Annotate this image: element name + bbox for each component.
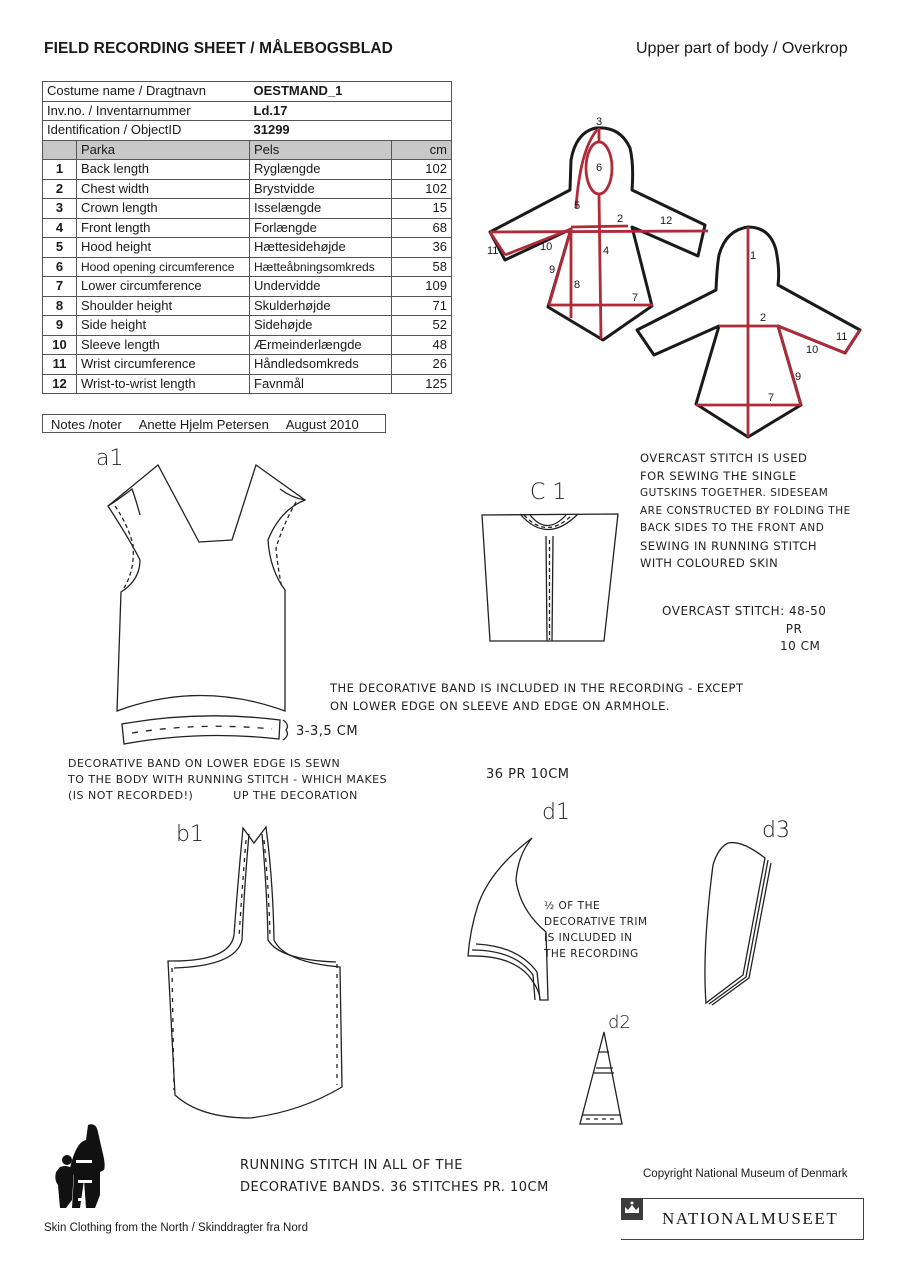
crown-icon: [621, 1198, 643, 1220]
back-label-11: 11: [836, 331, 848, 343]
row-name-da: Håndledsomkreds: [250, 355, 392, 375]
row-name-en: Front length: [77, 218, 250, 238]
row-name-da: Sidehøjde: [250, 316, 392, 336]
band-width: 3-3,5 CM: [296, 724, 359, 739]
wrist-to-wrist-line: [490, 231, 708, 232]
row-name-da: Isselængde: [250, 199, 392, 219]
front-label-3: 3: [596, 116, 603, 128]
row-name-en: Wrist circumference: [77, 355, 250, 375]
page-title: FIELD RECORDING SHEET / MÅLEBOGSBLAD: [44, 40, 393, 57]
chest-line: [571, 226, 628, 227]
piece-label-d2: d2: [608, 1012, 631, 1033]
inventory-label: Inv.no. / Inventarnummer: [43, 101, 250, 121]
front-parka-outline: [490, 128, 705, 340]
object-id-value: 31299: [250, 121, 452, 141]
row-number: 1: [43, 160, 77, 180]
front-label-5: 5: [574, 200, 581, 212]
row-name-da: Favnmål: [250, 374, 392, 394]
piece-a1-sketch: [108, 465, 305, 744]
piece-label-b1: b1: [176, 822, 204, 847]
row-name-en: Back length: [77, 160, 250, 180]
row-name-en: Lower circumference: [77, 277, 250, 297]
row-value-cm: 102: [392, 179, 452, 199]
row-value-cm: 26: [392, 355, 452, 375]
header-cm: cm: [392, 140, 452, 160]
row-number: 6: [43, 257, 77, 277]
front-label-11: 11: [487, 245, 499, 257]
piece-d3-sketch: [705, 843, 771, 1005]
row-name-en: Shoulder height: [77, 296, 250, 316]
front-label-10: 10: [540, 241, 553, 253]
trim-note: ½ OF THE DECORATIVE TRIM IS INCLUDED IN THE RECORDING: [544, 900, 648, 960]
header-parka: Parka: [77, 140, 250, 160]
row-name-da: Ærmeinderlængde: [250, 335, 392, 355]
piece-d2-sketch: [580, 1032, 622, 1124]
piece-b1-sketch: [168, 827, 342, 1118]
row-value-cm: 58: [392, 257, 452, 277]
row-value-cm: 68: [392, 218, 452, 238]
row-number: 12: [43, 374, 77, 394]
front-label-4: 4: [603, 245, 610, 257]
row-number: 7: [43, 277, 77, 297]
row-number: 9: [43, 316, 77, 336]
header-pels: Pels: [250, 140, 392, 160]
back-side-line: [778, 326, 801, 405]
costume-name-label: Costume name / Dragtnavn: [43, 82, 250, 102]
row-name-da: Ryglængde: [250, 160, 392, 180]
piece-label-a1: a1: [96, 446, 124, 471]
row-name-da: Undervidde: [250, 277, 392, 297]
piece-label-d3: d3: [762, 818, 790, 843]
running-stitch-note: RUNNING STITCH IN ALL OF THE DECORATIVE BANDS. 36 STITCHES PR. 10CM: [240, 1158, 549, 1195]
back-label-10: 10: [806, 344, 819, 356]
row-value-cm: 48: [392, 335, 452, 355]
page-subtitle: Upper part of body / Overkrop: [636, 40, 848, 57]
row-name-en: Crown length: [77, 199, 250, 219]
piece-d1-sketch: [468, 838, 548, 1000]
row-value-cm: 102: [392, 160, 452, 180]
back-label-1: 1: [750, 250, 757, 262]
piece-label-c1: C 1: [530, 480, 567, 505]
row-value-cm: 52: [392, 316, 452, 336]
row-name-da: Brystvidde: [250, 179, 392, 199]
band-piece: [122, 716, 280, 744]
row-name-da: Forlængde: [250, 218, 392, 238]
row-number: 4: [43, 218, 77, 238]
skin-clothing-figures-logo: [55, 1124, 104, 1208]
row-number: 2: [43, 179, 77, 199]
overcast-note: OVERCAST STITCH IS USED FOR SEWING THE SINGLE GUTSKINS TOGETHER. SIDESEAM ARE CONSTRUCTED BY FOLDING THE BACK SIDES TO THE FRONT AND SEWING IN RUNNING STITCH WITH COLOURED SKIN: [640, 451, 851, 570]
row-number: 11: [43, 355, 77, 375]
row-value-cm: 125: [392, 374, 452, 394]
notes-label: Notes /noter: [51, 417, 122, 432]
front-label-12: 12: [660, 215, 673, 227]
front-length-line: [599, 194, 601, 339]
lower-band-count: 36 PR 10CM: [486, 767, 570, 782]
row-value-cm: 109: [392, 277, 452, 297]
row-name-en: Hood height: [77, 238, 250, 258]
piece-c1-sketch: [482, 514, 618, 641]
overcast-count: OVERCAST STITCH: 48-50 PR 10 CM: [662, 604, 827, 653]
front-label-2: 2: [617, 213, 624, 225]
back-label-2: 2: [760, 312, 767, 324]
row-name-en: Sleeve length: [77, 335, 250, 355]
piece-label-d1: d1: [542, 800, 570, 825]
front-label-6: 6: [596, 162, 603, 174]
row-name-en: Side height: [77, 316, 250, 336]
project-footer: Skin Clothing from the North / Skinddragter fra Nord: [44, 1222, 308, 1234]
row-value-cm: 71: [392, 296, 452, 316]
lower-band-note: DECORATIVE BAND ON LOWER EDGE IS SEWN TO THE BODY WITH RUNNING STITCH - WHICH MAKES (IS NOT RECORDED!) UP THE DECORATION: [68, 757, 388, 802]
row-number: 5: [43, 238, 77, 258]
object-id-label: Identification / ObjectID: [43, 121, 250, 141]
back-label-9: 9: [795, 371, 802, 383]
row-number: 8: [43, 296, 77, 316]
back-label-7: 7: [768, 392, 775, 404]
row-name-da: Hætteåbningsomkreds: [250, 257, 392, 277]
row-number: 3: [43, 199, 77, 219]
row-name-en: Chest width: [77, 179, 250, 199]
nationalmuseet-logo-text: NATIONALMUSEET: [662, 1209, 839, 1228]
row-name-da: Skulderhøjde: [250, 296, 392, 316]
costume-name-value: OESTMAND_1: [250, 82, 452, 102]
row-number: 10: [43, 335, 77, 355]
front-label-9: 9: [549, 264, 556, 276]
notes-author: Anette Hjelm Petersen: [138, 417, 269, 432]
copyright-text: Copyright National Museum of Denmark: [643, 1168, 848, 1180]
inventory-value: Ld.17: [250, 101, 452, 121]
notes-date: August 2010: [285, 417, 359, 432]
front-parka-diagram: [490, 128, 705, 340]
row-value-cm: 36: [392, 238, 452, 258]
row-value-cm: 15: [392, 199, 452, 219]
front-label-8: 8: [574, 279, 581, 291]
front-measure-lines: [490, 128, 708, 339]
row-name-da: Hættesidehøjde: [250, 238, 392, 258]
decorative-band-note: THE DECORATIVE BAND IS INCLUDED IN THE RECORDING - EXCEPT ON LOWER EDGE ON SLEEVE AND EDGE ON ARMHOLE.: [330, 681, 744, 713]
front-label-7: 7: [632, 292, 639, 304]
row-name-en: Wrist-to-wrist length: [77, 374, 250, 394]
row-name-en: Hood opening circumference: [77, 257, 250, 277]
